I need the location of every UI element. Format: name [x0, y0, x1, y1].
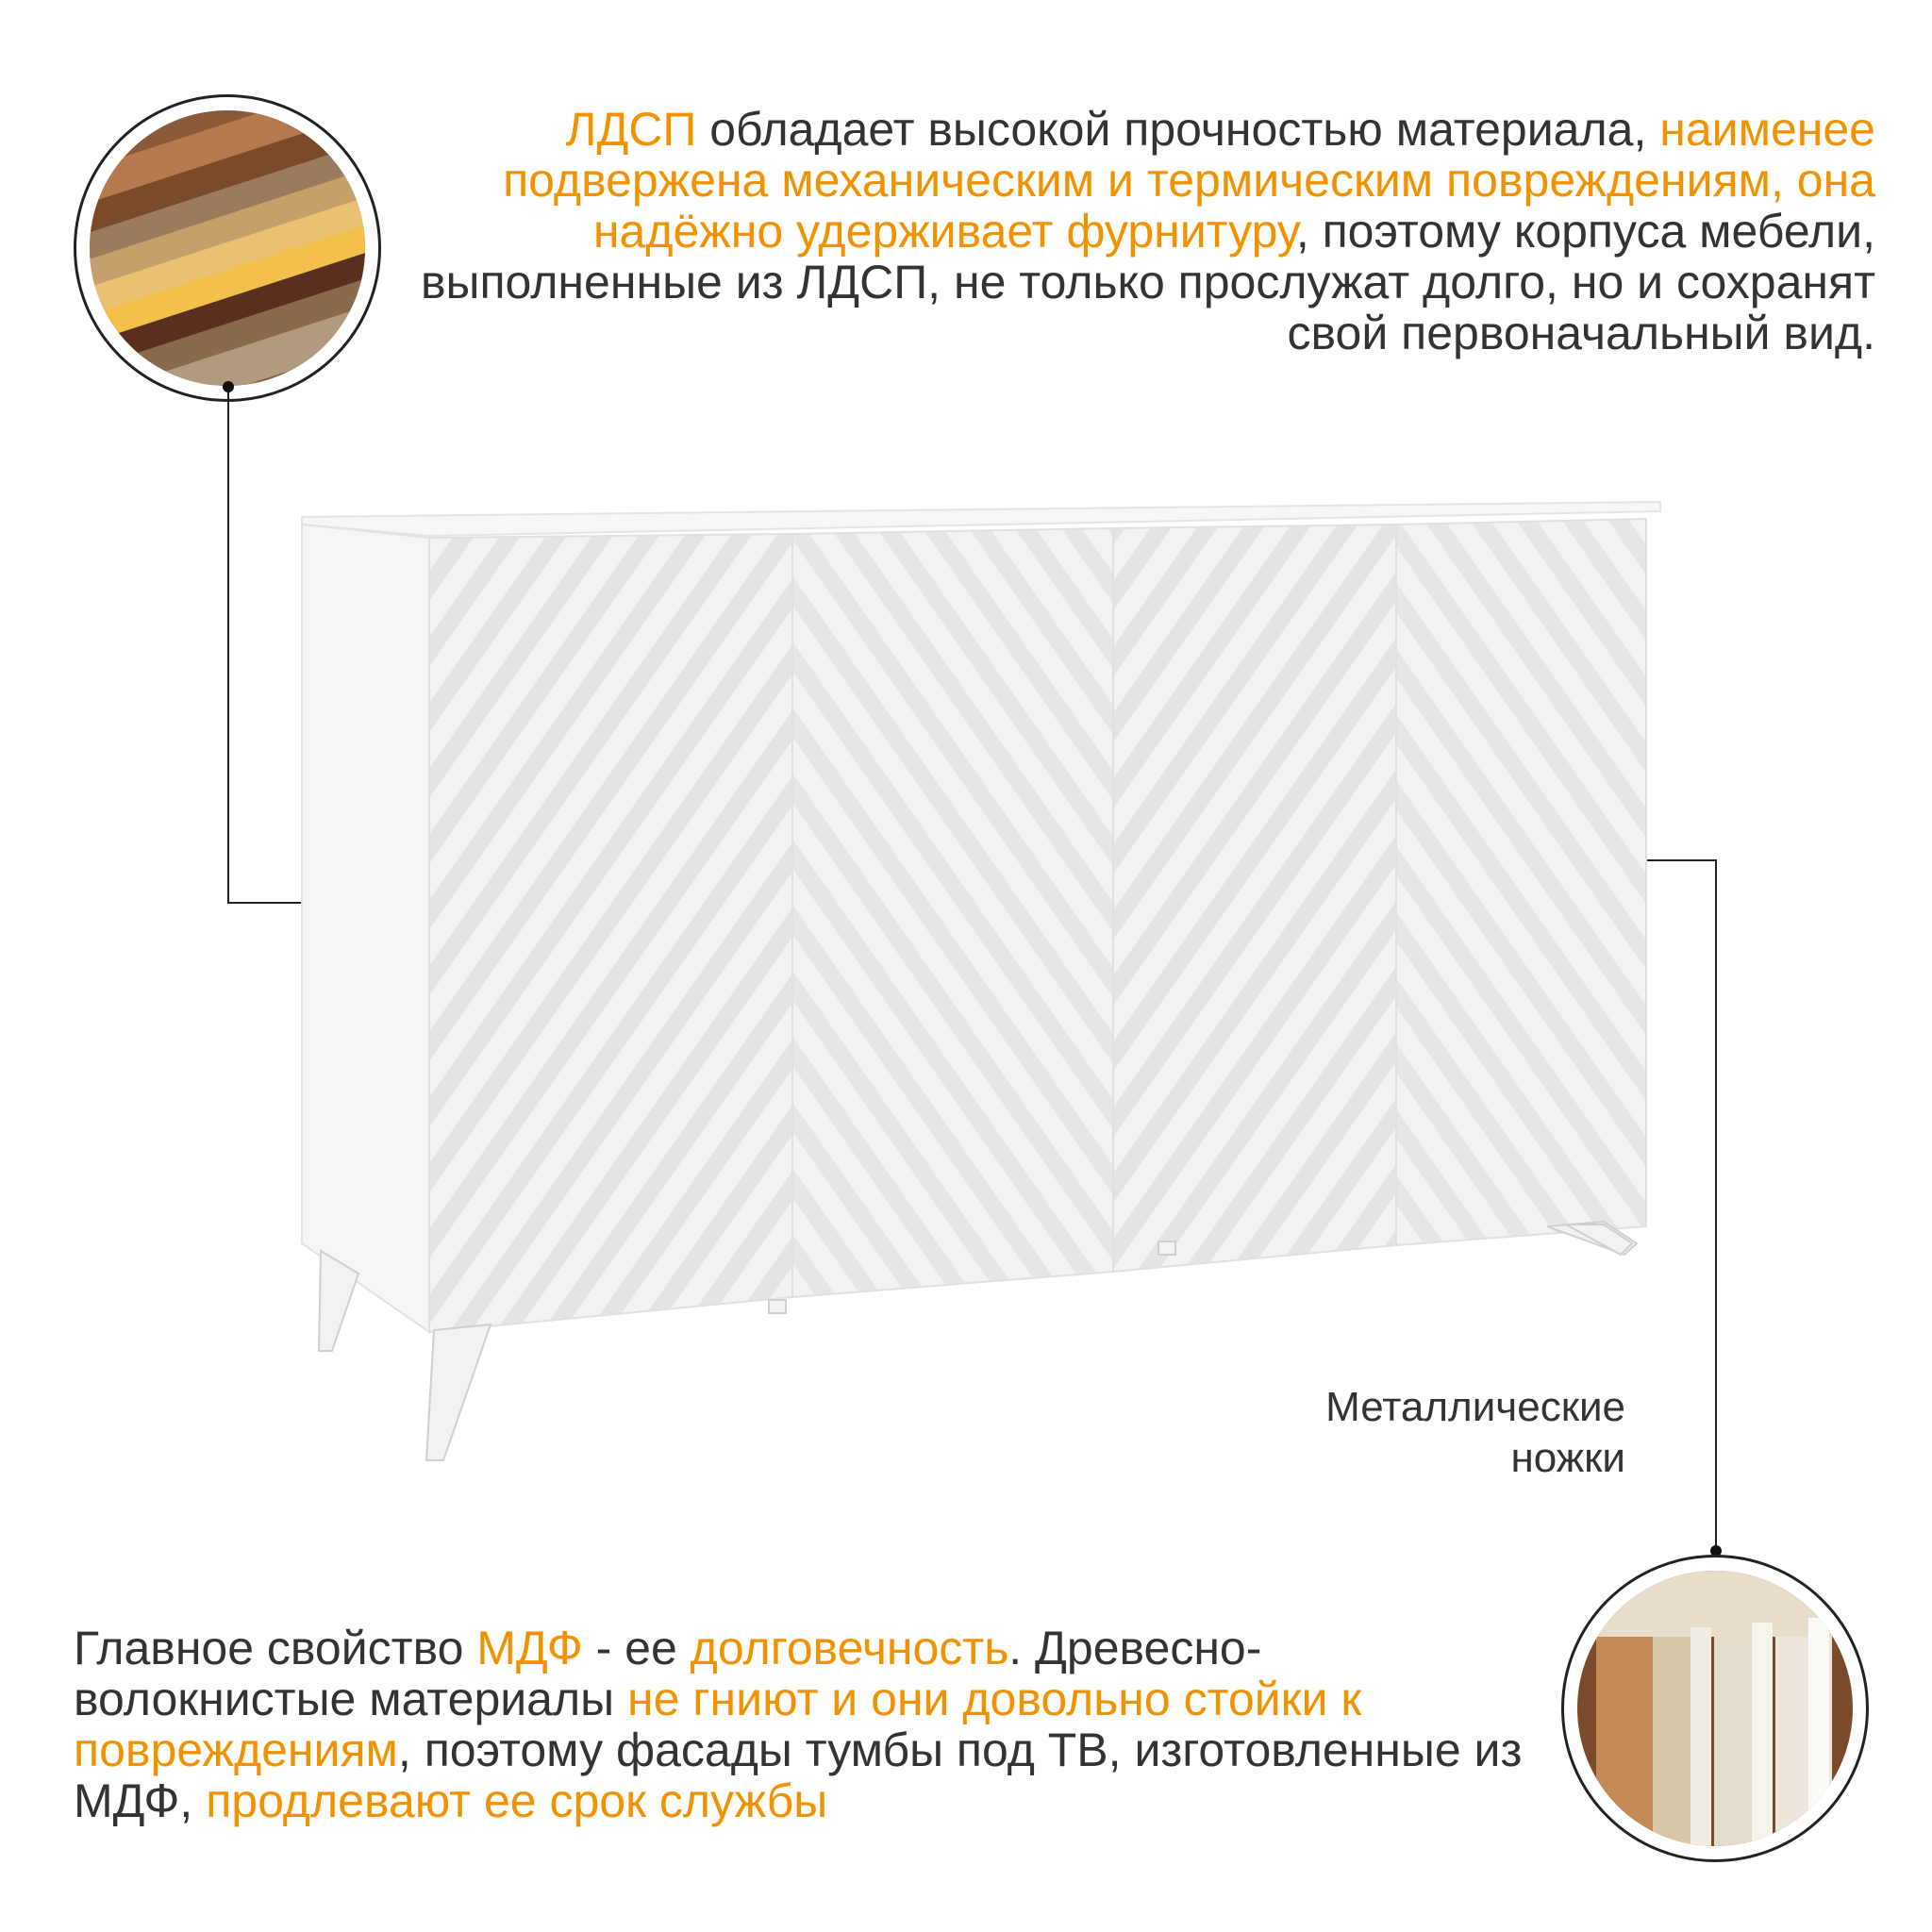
ldsp-highlight: наименее подвержена механическим и термическим повреждениям, она надёжно удерживает фурнитуру [503, 103, 1875, 258]
cabinet-door-3 [1113, 525, 1396, 1272]
mdf-highlight-lifespan: продлевают ее срок службы [206, 1774, 828, 1827]
cabinet-door-2 [792, 528, 1113, 1297]
mdf-highlight-resistance: не гниют и они довольно стойки к повреждениям [74, 1673, 1362, 1776]
mdf-connector-horizontal [1568, 859, 1717, 861]
ldsp-connector-top-dot [223, 381, 234, 392]
ldsp-connector-horizontal [227, 902, 375, 904]
ldsp-text-b: , поэтому корпуса мебели, выполненные из ЛДСП, не только прослужат долго, но и сохранят свой первоначальный вид. [420, 205, 1875, 359]
mdf-text-a: Главное свойство [74, 1622, 477, 1674]
mdf-text-c: . Древесно-волокнистые материалы [74, 1622, 1262, 1725]
ldsp-connector-end-dot [370, 897, 381, 908]
cabinet-door-4 [1396, 519, 1646, 1245]
mdf-connector-vertical [1715, 859, 1717, 1548]
cabinet-door-1 [429, 534, 792, 1332]
ldsp-text-a: обладает высокой прочностью материала, [696, 103, 1660, 156]
ldsp-connector-vertical [227, 387, 229, 904]
mdf-text-d: , поэтому фасады тумбы под ТВ, изготовленные из МДФ, [74, 1724, 1523, 1827]
mdf-highlight-durability: долговечность [690, 1622, 1009, 1674]
ldsp-material-image [74, 94, 381, 402]
mdf-samples-illustration [1577, 1571, 1853, 1846]
ldsp-term: ЛДСП [565, 103, 697, 156]
mdf-text-b: - ее [582, 1622, 691, 1674]
mdf-term: МДФ [476, 1622, 583, 1674]
metal-legs-line1: Металлические [1325, 1384, 1625, 1430]
ldsp-description [404, 104, 1875, 358]
mdf-description [74, 1623, 1526, 1826]
metal-legs-line2: ножки [1510, 1435, 1625, 1481]
mdf-material-image [1561, 1555, 1869, 1862]
metal-legs-label [1154, 1382, 1625, 1484]
ldsp-samples-illustration [90, 110, 365, 386]
